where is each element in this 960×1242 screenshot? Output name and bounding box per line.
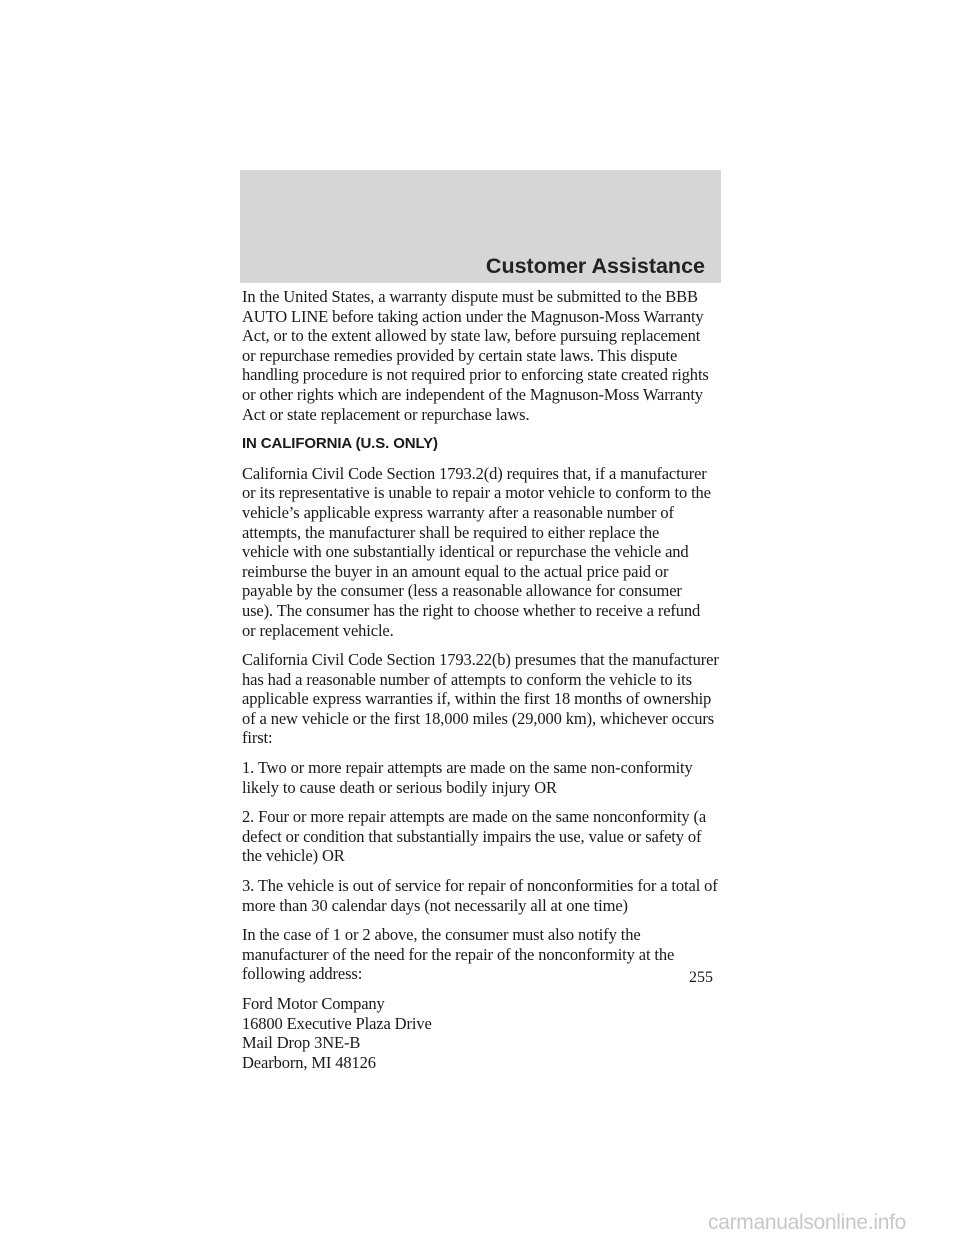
- text-line: 2. Four or more repair attempts are made on the same nonconformity (a: [242, 807, 707, 827]
- header-band: [240, 170, 721, 283]
- text-line: handling procedure is not required prior to enforcing state created rights: [242, 365, 709, 385]
- list-item-3: [242, 876, 724, 915]
- text-line: or its representative is unable to repair a motor vehicle to conform to the: [242, 483, 711, 503]
- california-paragraph-2: [242, 650, 724, 748]
- notify-paragraph: [242, 925, 724, 984]
- text-line: manufacturer of the need for the repair of the nonconformity at the: [242, 944, 675, 964]
- text-line: more than 30 calendar days (not necessarily all at one time): [242, 895, 628, 915]
- text-line: applicable express warranties if, within the first 18 months of ownership: [242, 689, 712, 709]
- mailing-address: [242, 994, 724, 1072]
- watermark: carmanualsonline.info: [708, 1211, 906, 1234]
- text-line: vehicle’s applicable express warranty after a reasonable number of: [242, 502, 674, 522]
- address-line: Ford Motor Company: [242, 994, 385, 1013]
- page-number: 255: [689, 969, 713, 986]
- text-line: In the United States, a warranty dispute must be submitted to the BBB: [242, 287, 698, 306]
- intro-paragraph: [242, 287, 724, 424]
- text-line: first:: [242, 728, 273, 748]
- text-line: payable by the consumer (less a reasonable allowance for consumer: [242, 581, 682, 601]
- text-line: or repurchase remedies provided by certain state laws. This dispute: [242, 345, 678, 365]
- list-item-2: [242, 807, 724, 866]
- list-item-1: [242, 758, 724, 797]
- text-line: reimburse the buyer in an amount equal to the actual price paid or: [242, 561, 669, 581]
- section-heading: IN CALIFORNIA (U.S. ONLY): [242, 435, 438, 453]
- california-paragraph-1: [242, 464, 724, 640]
- text-line: or replacement vehicle.: [242, 620, 394, 640]
- section-title: Customer Assistance: [485, 254, 705, 278]
- text-line: vehicle with one substantially identical or repurchase the vehicle and: [242, 542, 689, 562]
- address-line: Dearborn, MI 48126: [242, 1052, 376, 1072]
- page-content: [242, 287, 724, 1082]
- text-line: defect or condition that substantially impairs the use, value or safety of: [242, 826, 702, 846]
- text-line: attempts, the manufacturer shall be required to either replace the: [242, 522, 660, 542]
- text-line: the vehicle) OR: [242, 846, 345, 866]
- text-line: likely to cause death or serious bodily injury OR: [242, 777, 557, 797]
- text-line: AUTO LINE before taking action under the Magnuson-Moss Warranty: [242, 306, 704, 326]
- address-line: 16800 Executive Plaza Drive: [242, 1013, 432, 1033]
- text-line: or other rights which are independent of the Magnuson-Moss Warranty: [242, 384, 703, 404]
- text-line: California Civil Code Section 1793.22(b) presumes that the manufacturer: [242, 650, 719, 670]
- text-line: Act or state replacement or repurchase laws.: [242, 404, 530, 424]
- text-line: use). The consumer has the right to choose whether to receive a refund: [242, 600, 701, 620]
- text-line: 1. Two or more repair attempts are made on the same non-conformity: [242, 758, 693, 778]
- text-line: 3. The vehicle is out of service for repair of nonconformities for a total of: [242, 876, 718, 896]
- text-line: of a new vehicle or the first 18,000 miles (29,000 km), whichever occurs: [242, 708, 715, 728]
- text-line: following address:: [242, 964, 363, 984]
- text-line: In the case of 1 or 2 above, the consumer must also notify the: [242, 925, 641, 945]
- text-line: California Civil Code Section 1793.2(d) requires that, if a manufacturer: [242, 463, 707, 483]
- text-line: Act, or to the extent allowed by state law, before pursuing replacement: [242, 326, 701, 346]
- address-line: Mail Drop 3NE-B: [242, 1033, 361, 1053]
- text-line: has had a reasonable number of attempts to conform the vehicle to its: [242, 669, 692, 689]
